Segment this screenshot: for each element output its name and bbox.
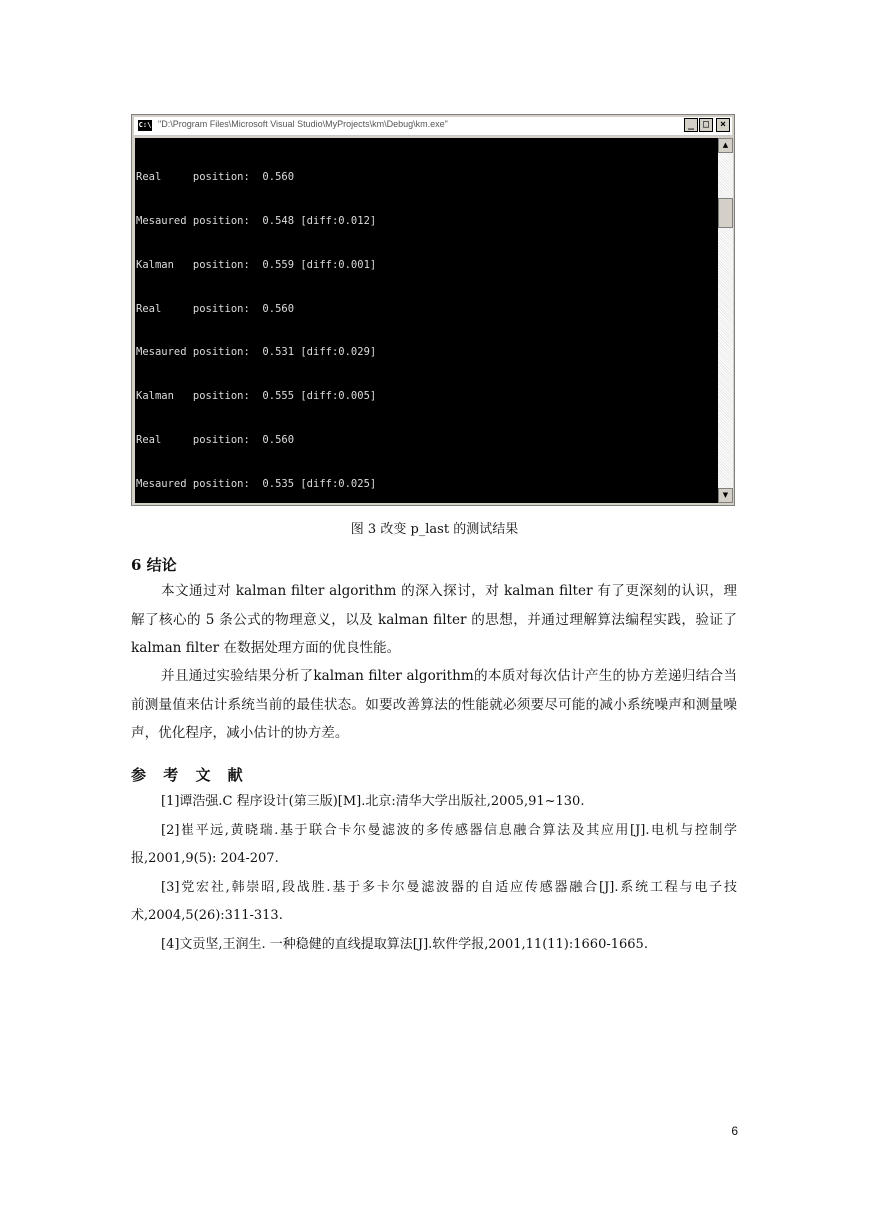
console-title: "D:\Program Files\Microsoft Visual Studio\MyProjects\km\Debug\km.exe"	[158, 119, 448, 129]
reference-item: [4]文贡坚,王润生. 一种稳健的直线提取算法[J].软件学报,2001,11(11):1660-1665.	[161, 936, 648, 952]
console-lines	[135, 138, 718, 503]
references-heading: 参 考 文 献	[131, 766, 249, 784]
vertical-scrollbar[interactable]	[718, 138, 733, 503]
console-line: Real position: 0.560	[136, 433, 295, 446]
conclusion-paragraph-1: 本文通过对 kalman filter algorithm 的深入探讨，对 kalman filter 有了更深刻的认识，理解了核心的 5 条公式的物理意义，以及 kalman filter 的思想，并通过理解算法编程实践，验证了 kalman filter 在数据处理方面的优良性能。	[131, 583, 737, 656]
figure-caption: 图 3 改变 p_last 的测试结果	[350, 522, 519, 537]
console-window	[131, 114, 735, 506]
console-line: Mesaured position: 0.531 [diff:0.029]	[136, 346, 377, 359]
page-number: 6	[731, 1124, 738, 1138]
console-app-icon: C:\	[138, 121, 152, 129]
console-line: Real position: 0.560	[136, 171, 295, 184]
console-line: Mesaured position: 0.535 [diff:0.025]	[136, 477, 377, 490]
scroll-down-arrow-icon[interactable]: ▼	[718, 488, 733, 503]
references-list	[131, 788, 737, 959]
reference-item: [1]谭浩强.C 程序设计(第三版)[M].北京:清华大学出版社,2005,91~130.	[161, 794, 585, 809]
console-line: Mesaured position: 0.548 [diff:0.012]	[136, 214, 377, 227]
console-line: Real position: 0.560	[136, 302, 295, 315]
scroll-thumb[interactable]	[718, 198, 733, 228]
console-line: Kalman position: 0.559 [diff:0.001]	[136, 258, 377, 271]
close-button[interactable]: ×	[716, 118, 730, 132]
conclusion-heading: 6 结论	[131, 556, 177, 574]
maximize-button[interactable]: □	[699, 118, 713, 132]
reference-item: [2]崔平远,黄晓瑞.基于联合卡尔曼滤波的多传感器信息融合算法及其应用[J].电机与控制学报,2001,9(5): 204-207.	[131, 822, 737, 866]
console-output	[135, 138, 718, 503]
scroll-up-arrow-icon[interactable]: ▲	[718, 138, 733, 153]
conclusion-paragraph-2: 并且通过实验结果分析了kalman filter algorithm的本质对每次估计产生的协方差递归结合当前测量值来估计系统当前的最佳状态。如要改善算法的性能就必须要尽可能的减小系统噪声和测量噪声，优化程序，减小估计的协方差。	[131, 668, 737, 741]
minimize-button[interactable]: _	[684, 118, 698, 132]
reference-item: [3]党宏社,韩崇昭,段战胜.基于多卡尔曼滤波器的自适应传感器融合[J].系统工程与电子技术,2004,5(26):311-313.	[131, 879, 737, 923]
console-line: Kalman position: 0.555 [diff:0.005]	[136, 390, 377, 403]
console-titlebar[interactable]	[134, 117, 732, 136]
